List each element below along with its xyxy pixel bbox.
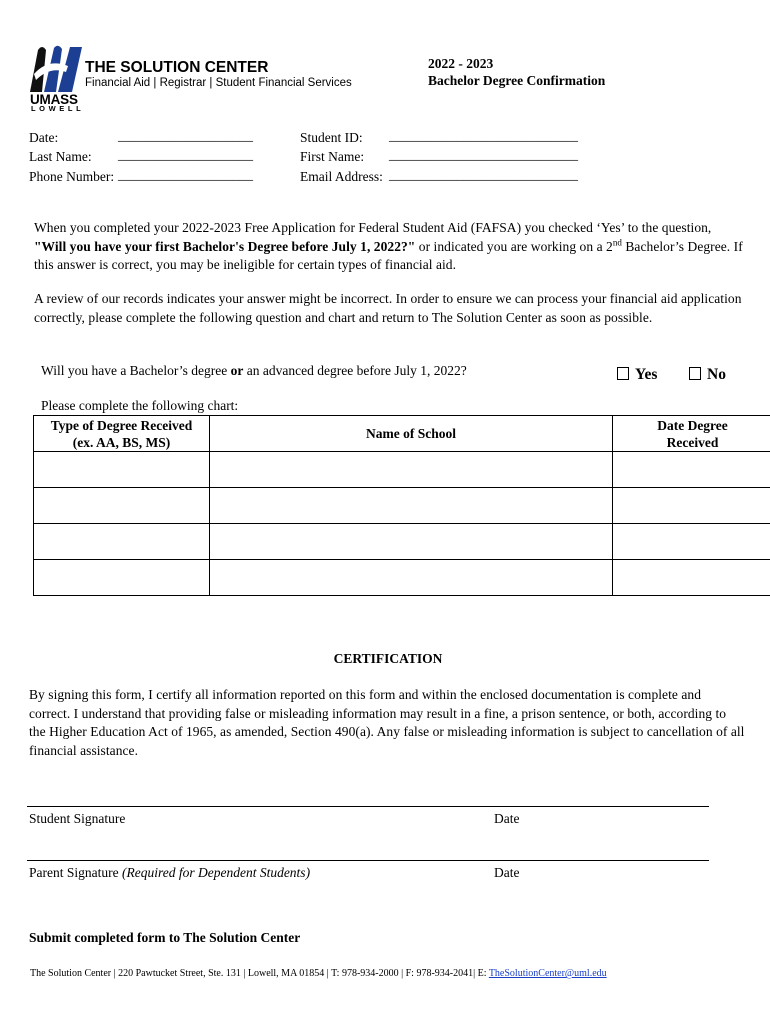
footer-email-link[interactable]: TheSolutionCenter@uml.edu [488,968,607,979]
date-field[interactable]: ____________________ [118,128,253,143]
footer-text: The Solution Center | 220 Pawtucket Street, Ste. 131 | Lowell, MA 01854 | T: 978-934-2000 | F: 978-934-2041| E: [30,968,489,979]
phone-field[interactable]: ____________________ [118,167,253,182]
chart-instruction: Please complete the following chart: [41,398,239,413]
umass-monogram-icon [28,44,84,94]
first-name-label: First Name: [300,149,365,164]
col-date-line1: Date Degree [657,417,728,433]
intro-text-c: Bachelor’s Degree. If this answer is correct, you may be ineligible for certain types of financial aid. [34,238,743,272]
phone-label: Phone Number: [29,169,115,184]
school-cell[interactable] [210,452,613,488]
student-date-label: Date [494,811,520,826]
no-option[interactable] [689,366,726,384]
table-row [34,452,770,488]
degree-question [41,364,467,378]
date-cell[interactable] [613,452,770,488]
degree-cell[interactable] [34,560,210,596]
student-signature-label: Student Signature [29,811,126,826]
parent-signature-label [29,865,310,881]
col-degree-type [34,416,210,452]
question-text-b: an advanced degree before July 1, 2022? [243,363,467,378]
last-name-field[interactable]: ____________________ [118,147,253,162]
date-cell[interactable] [613,560,770,596]
submit-instruction: Submit completed form to The Solution Center [29,930,301,945]
col-date-line2: Received [666,434,719,450]
question-text-a: Will you have a Bachelor’s degree [41,363,231,378]
intro-text-2: A review of our records indicates your answer might be incorrect. In order to ensure we can process your financial aid application correctly, please complete the following question and chart and return to The Solution Center as soon as possible. [34,291,742,325]
email-field[interactable]: ____________________________ [389,167,578,182]
table-row [34,524,770,560]
degree-cell[interactable] [34,452,210,488]
umass-lowell-logo [28,44,368,114]
parent-date-label: Date [494,865,520,880]
student-id-label: Student ID: [300,130,363,145]
parent-signature-line[interactable] [27,860,709,861]
intro-paragraph-2 [34,290,746,327]
form-year: 2022 - 2023 [428,56,494,71]
school-cell[interactable] [210,488,613,524]
departments-line: Financial Aid | Registrar | Student Financial Services [85,77,352,89]
lowell-wordmark: LOWELL [31,104,85,113]
parent-signature-text: Parent Signature [29,865,122,880]
table-row [34,560,770,596]
intro-text-a: When you completed your 2022-2023 Free Application for Federal Student Aid (FAFSA) you checked ‘Yes’ to the question, [34,220,712,235]
last-name-label: Last Name: [29,149,92,164]
school-cell[interactable] [210,560,613,596]
certification-title: CERTIFICATION [333,651,443,666]
degree-chart [33,415,770,596]
degree-cell[interactable] [34,488,210,524]
intro-question: "Will you have your first Bachelor's Degree before July 1, 2022?" [34,238,416,254]
yes-checkbox[interactable] [617,367,629,380]
email-label: Email Address: [300,169,383,184]
degree-cell[interactable] [34,524,210,560]
col-degree-type-line1: Type of Degree Received [50,418,193,433]
no-label: No [707,366,726,383]
date-label: Date: [29,130,59,145]
intro-text-b: or indicated you are working on a 2 [415,238,613,254]
yes-option[interactable] [617,366,657,384]
footer-contact [30,968,607,979]
intro-paragraph-1 [34,219,746,275]
degree-chart-header [34,416,770,452]
yes-label: Yes [635,366,658,383]
col-school-name: Name of School [210,416,613,452]
date-cell[interactable] [613,524,770,560]
parent-signature-note: (Required for Dependent Students) [121,865,311,880]
certification-text: By signing this form, I certify all information reported on this form and within the enclosed documentation is complete and correct. I understand that providing false or misleading information may result in a fine, a prison sentence, or both, according to the Higher Education Act of 1965, as amended, Section 490(a). Any false or misleading information is subject to cancellation of all financial assistance. [29,687,745,758]
col-degree-type-line2: (ex. AA, BS, MS) [72,435,171,450]
umass-wordmark: UMASS [30,92,78,107]
first-name-field[interactable]: ____________________________ [389,147,578,162]
form-title: Bachelor Degree Confirmation [428,73,606,88]
solution-center-name: THE SOLUTION CENTER [85,59,269,76]
intro-superscript: nd [612,237,622,247]
school-cell[interactable] [210,524,613,560]
table-row [34,488,770,524]
col-date-received [613,416,770,452]
question-or: or [230,363,244,378]
date-cell[interactable] [613,488,770,524]
student-id-field[interactable]: ____________________________ [389,128,578,143]
no-checkbox[interactable] [689,367,701,380]
student-signature-line[interactable] [27,806,709,807]
